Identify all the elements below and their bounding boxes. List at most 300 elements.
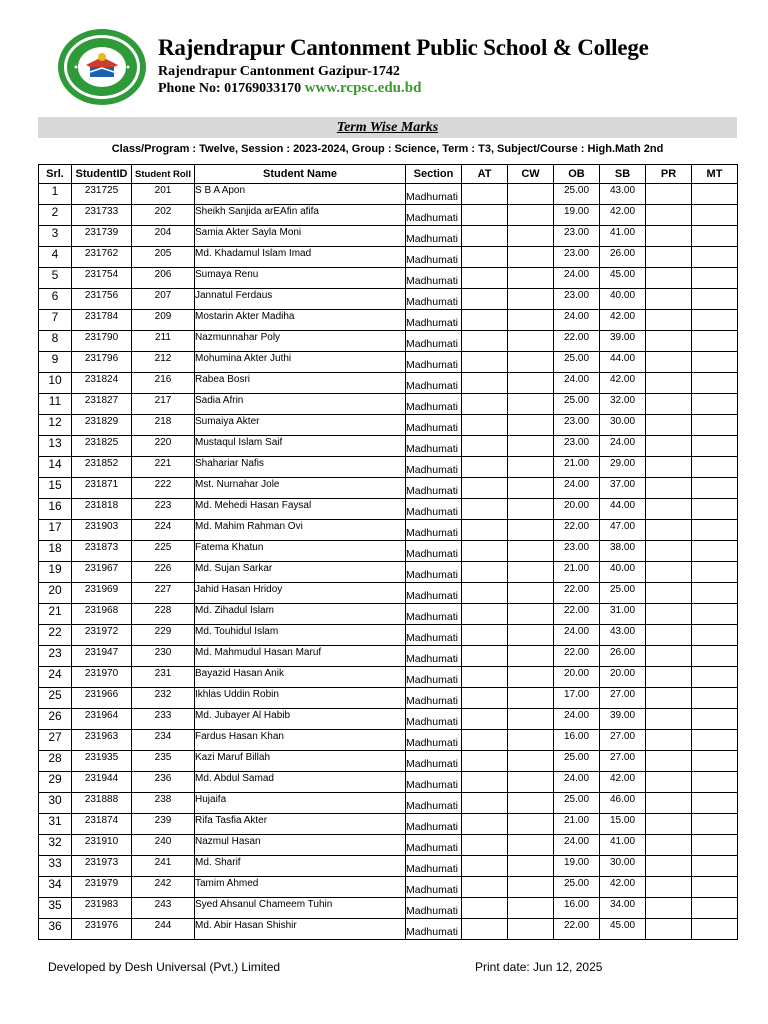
pr-cell <box>646 499 692 520</box>
cw-cell <box>508 310 554 331</box>
table-row <box>39 919 738 940</box>
student-roll-cell: 239 <box>132 814 195 835</box>
student-roll-cell: 204 <box>132 226 195 247</box>
at-cell <box>462 562 508 583</box>
cw-cell <box>508 667 554 688</box>
student-name-cell: Md. Touhidul Islam <box>195 625 406 646</box>
sb-cell: 42.00 <box>600 310 646 331</box>
cw-cell <box>508 184 554 205</box>
section-cell: Madhumati <box>406 499 462 520</box>
mt-cell <box>692 331 738 352</box>
table-row <box>39 373 738 394</box>
mt-cell <box>692 478 738 499</box>
at-cell <box>462 247 508 268</box>
section-cell: Madhumati <box>406 604 462 625</box>
table-row <box>39 562 738 583</box>
sb-cell: 40.00 <box>600 562 646 583</box>
at-cell <box>462 877 508 898</box>
table-row <box>39 520 738 541</box>
at-cell <box>462 751 508 772</box>
ob-cell: 25.00 <box>554 394 600 415</box>
pr-cell <box>646 562 692 583</box>
srl-cell: 27 <box>39 730 72 751</box>
ob-cell: 23.00 <box>554 247 600 268</box>
sb-cell: 24.00 <box>600 436 646 457</box>
marks-table <box>38 164 738 940</box>
table-header-row <box>39 165 738 184</box>
student-roll-cell: 242 <box>132 877 195 898</box>
section-cell: Madhumati <box>406 835 462 856</box>
website-link[interactable]: www.rcpsc.edu.bd <box>304 80 422 96</box>
section-cell: Madhumati <box>406 583 462 604</box>
contact-line <box>158 80 421 97</box>
table-row <box>39 310 738 331</box>
student-id-cell: 231852 <box>72 457 132 478</box>
ob-cell: 24.00 <box>554 478 600 499</box>
mt-cell <box>692 898 738 919</box>
pr-cell <box>646 520 692 541</box>
ob-cell: 24.00 <box>554 709 600 730</box>
ob-cell: 25.00 <box>554 184 600 205</box>
table-row <box>39 457 738 478</box>
student-name-cell: Mostarin Akter Madiha <box>195 310 406 331</box>
srl-cell: 21 <box>39 604 72 625</box>
pr-cell <box>646 478 692 499</box>
section-cell: Madhumati <box>406 457 462 478</box>
cw-cell <box>508 688 554 709</box>
ob-cell: 21.00 <box>554 814 600 835</box>
ob-cell: 20.00 <box>554 499 600 520</box>
cw-cell <box>508 625 554 646</box>
mt-cell <box>692 793 738 814</box>
student-name-cell: Samia Akter Sayla Moni <box>195 226 406 247</box>
ob-cell: 19.00 <box>554 856 600 877</box>
student-id-cell: 231910 <box>72 835 132 856</box>
student-id-cell: 231733 <box>72 205 132 226</box>
mt-cell <box>692 289 738 310</box>
mt-cell <box>692 730 738 751</box>
cw-cell <box>508 604 554 625</box>
table-row <box>39 394 738 415</box>
table-row <box>39 688 738 709</box>
srl-cell: 1 <box>39 184 72 205</box>
student-roll-cell: 216 <box>132 373 195 394</box>
cw-cell <box>508 226 554 247</box>
student-name-cell: Fatema Khatun <box>195 541 406 562</box>
student-id-cell: 231824 <box>72 373 132 394</box>
student-roll-cell: 224 <box>132 520 195 541</box>
srl-cell: 30 <box>39 793 72 814</box>
mt-cell <box>692 415 738 436</box>
header-sb: SB <box>600 165 646 184</box>
table-row <box>39 856 738 877</box>
cw-cell <box>508 730 554 751</box>
at-cell <box>462 289 508 310</box>
srl-cell: 18 <box>39 541 72 562</box>
phone-number: Phone No: 01769033170 <box>158 81 302 96</box>
header-ob: OB <box>554 165 600 184</box>
ob-cell: 23.00 <box>554 226 600 247</box>
pr-cell <box>646 835 692 856</box>
sb-cell: 27.00 <box>600 688 646 709</box>
cw-cell <box>508 268 554 289</box>
student-name-cell: Bayazid Hasan Anik <box>195 667 406 688</box>
student-roll-cell: 228 <box>132 604 195 625</box>
pr-cell <box>646 541 692 562</box>
srl-cell: 24 <box>39 667 72 688</box>
student-roll-cell: 238 <box>132 793 195 814</box>
mt-cell <box>692 310 738 331</box>
srl-cell: 7 <box>39 310 72 331</box>
student-id-cell: 231829 <box>72 415 132 436</box>
table-row <box>39 730 738 751</box>
student-name-cell: Jannatul Ferdaus <box>195 289 406 310</box>
ob-cell: 24.00 <box>554 373 600 394</box>
ob-cell: 21.00 <box>554 457 600 478</box>
cw-cell <box>508 352 554 373</box>
student-id-cell: 231903 <box>72 520 132 541</box>
srl-cell: 25 <box>39 688 72 709</box>
mt-cell <box>692 604 738 625</box>
table-row <box>39 436 738 457</box>
table-row <box>39 583 738 604</box>
sb-cell: 43.00 <box>600 625 646 646</box>
at-cell <box>462 478 508 499</box>
student-roll-cell: 223 <box>132 499 195 520</box>
mt-cell <box>692 667 738 688</box>
student-name-cell: Ikhlas Uddin Robin <box>195 688 406 709</box>
table-body <box>39 184 738 940</box>
student-roll-cell: 229 <box>132 625 195 646</box>
student-roll-cell: 227 <box>132 583 195 604</box>
at-cell <box>462 814 508 835</box>
at-cell <box>462 310 508 331</box>
at-cell <box>462 205 508 226</box>
section-cell: Madhumati <box>406 793 462 814</box>
at-cell <box>462 646 508 667</box>
cw-cell <box>508 814 554 835</box>
table-row <box>39 877 738 898</box>
school-address: Rajendrapur Cantonment Gazipur-1742 <box>158 64 400 79</box>
student-name-cell: Md. Abir Hasan Shishir <box>195 919 406 940</box>
developer-credit: Developed by Desh Universal (Pvt.) Limited <box>48 960 281 974</box>
srl-cell: 28 <box>39 751 72 772</box>
ob-cell: 22.00 <box>554 604 600 625</box>
section-cell: Madhumati <box>406 394 462 415</box>
at-cell <box>462 793 508 814</box>
mt-cell <box>692 352 738 373</box>
mt-cell <box>692 856 738 877</box>
mt-cell <box>692 394 738 415</box>
pr-cell <box>646 751 692 772</box>
cw-cell <box>508 856 554 877</box>
student-name-cell: Rabea Bosri <box>195 373 406 394</box>
header-student-roll: Student Roll <box>132 165 195 184</box>
srl-cell: 20 <box>39 583 72 604</box>
srl-cell: 11 <box>39 394 72 415</box>
section-cell: Madhumati <box>406 268 462 289</box>
student-id-cell: 231972 <box>72 625 132 646</box>
mt-cell <box>692 583 738 604</box>
section-cell: Madhumati <box>406 730 462 751</box>
sb-cell: 42.00 <box>600 877 646 898</box>
student-name-cell: Md. Abdul Samad <box>195 772 406 793</box>
at-cell <box>462 583 508 604</box>
pr-cell <box>646 352 692 373</box>
section-cell: Madhumati <box>406 562 462 583</box>
student-name-cell: Kazi Maruf Billah <box>195 751 406 772</box>
student-roll-cell: 201 <box>132 184 195 205</box>
ob-cell: 25.00 <box>554 352 600 373</box>
section-cell: Madhumati <box>406 541 462 562</box>
pr-cell <box>646 709 692 730</box>
table-row <box>39 772 738 793</box>
ob-cell: 16.00 <box>554 730 600 751</box>
mt-cell <box>692 247 738 268</box>
cw-cell <box>508 205 554 226</box>
mt-cell <box>692 373 738 394</box>
section-cell: Madhumati <box>406 373 462 394</box>
header-cw: CW <box>508 165 554 184</box>
student-name-cell: Shahariar Nafis <box>195 457 406 478</box>
student-id-cell: 231976 <box>72 919 132 940</box>
table-row <box>39 541 738 562</box>
table-row <box>39 205 738 226</box>
srl-cell: 14 <box>39 457 72 478</box>
student-roll-cell: 207 <box>132 289 195 310</box>
table-row <box>39 415 738 436</box>
student-id-cell: 231756 <box>72 289 132 310</box>
header-section: Section <box>406 165 462 184</box>
student-name-cell: Tamim Ahmed <box>195 877 406 898</box>
cw-cell <box>508 541 554 562</box>
student-id-cell: 231964 <box>72 709 132 730</box>
student-name-cell: Md. Zihadul Islam <box>195 604 406 625</box>
at-cell <box>462 604 508 625</box>
section-cell: Madhumati <box>406 751 462 772</box>
table-row <box>39 331 738 352</box>
at-cell <box>462 352 508 373</box>
student-id-cell: 231963 <box>72 730 132 751</box>
student-name-cell: Md. Jubayer Al Habib <box>195 709 406 730</box>
section-cell: Madhumati <box>406 814 462 835</box>
table-row <box>39 604 738 625</box>
student-name-cell: Md. Mahmudul Hasan Maruf <box>195 646 406 667</box>
ob-cell: 21.00 <box>554 562 600 583</box>
cw-cell <box>508 373 554 394</box>
sb-cell: 44.00 <box>600 499 646 520</box>
student-roll-cell: 220 <box>132 436 195 457</box>
student-id-cell: 231739 <box>72 226 132 247</box>
pr-cell <box>646 772 692 793</box>
student-roll-cell: 232 <box>132 688 195 709</box>
ob-cell: 23.00 <box>554 436 600 457</box>
cw-cell <box>508 457 554 478</box>
table-row <box>39 352 738 373</box>
student-id-cell: 231874 <box>72 814 132 835</box>
table-row <box>39 709 738 730</box>
student-name-cell: Syed Ahsanul Chameem Tuhin <box>195 898 406 919</box>
sb-cell: 41.00 <box>600 226 646 247</box>
section-cell: Madhumati <box>406 709 462 730</box>
student-name-cell: S B A Apon <box>195 184 406 205</box>
cw-cell <box>508 247 554 268</box>
section-cell: Madhumati <box>406 352 462 373</box>
student-roll-cell: 202 <box>132 205 195 226</box>
student-roll-cell: 218 <box>132 415 195 436</box>
section-cell: Madhumati <box>406 226 462 247</box>
srl-cell: 23 <box>39 646 72 667</box>
section-cell: Madhumati <box>406 436 462 457</box>
ob-cell: 25.00 <box>554 793 600 814</box>
cw-cell <box>508 415 554 436</box>
cw-cell <box>508 583 554 604</box>
at-cell <box>462 625 508 646</box>
student-roll-cell: 230 <box>132 646 195 667</box>
sb-cell: 45.00 <box>600 268 646 289</box>
student-roll-cell: 205 <box>132 247 195 268</box>
srl-cell: 10 <box>39 373 72 394</box>
table-row <box>39 667 738 688</box>
cw-cell <box>508 772 554 793</box>
pr-cell <box>646 457 692 478</box>
mt-cell <box>692 499 738 520</box>
pr-cell <box>646 331 692 352</box>
mt-cell <box>692 562 738 583</box>
ob-cell: 22.00 <box>554 646 600 667</box>
sb-cell: 41.00 <box>600 835 646 856</box>
pr-cell <box>646 205 692 226</box>
srl-cell: 5 <box>39 268 72 289</box>
cw-cell <box>508 331 554 352</box>
header-srl: Srl. <box>39 165 72 184</box>
ob-cell: 22.00 <box>554 583 600 604</box>
srl-cell: 31 <box>39 814 72 835</box>
sb-cell: 42.00 <box>600 205 646 226</box>
section-cell: Madhumati <box>406 205 462 226</box>
student-roll-cell: 206 <box>132 268 195 289</box>
student-name-cell: Sadia Afrin <box>195 394 406 415</box>
sb-cell: 37.00 <box>600 478 646 499</box>
student-id-cell: 231754 <box>72 268 132 289</box>
pr-cell <box>646 226 692 247</box>
mt-cell <box>692 919 738 940</box>
cw-cell <box>508 394 554 415</box>
srl-cell: 3 <box>39 226 72 247</box>
srl-cell: 32 <box>39 835 72 856</box>
table-row <box>39 751 738 772</box>
mt-cell <box>692 709 738 730</box>
pr-cell <box>646 793 692 814</box>
student-id-cell: 231871 <box>72 478 132 499</box>
student-roll-cell: 234 <box>132 730 195 751</box>
header-mt: MT <box>692 165 738 184</box>
section-cell: Madhumati <box>406 625 462 646</box>
table-row <box>39 814 738 835</box>
student-id-cell: 231818 <box>72 499 132 520</box>
student-id-cell: 231827 <box>72 394 132 415</box>
section-cell: Madhumati <box>406 646 462 667</box>
mt-cell <box>692 814 738 835</box>
student-roll-cell: 233 <box>132 709 195 730</box>
ob-cell: 19.00 <box>554 205 600 226</box>
srl-cell: 15 <box>39 478 72 499</box>
ob-cell: 24.00 <box>554 268 600 289</box>
at-cell <box>462 457 508 478</box>
pr-cell <box>646 625 692 646</box>
table-row <box>39 793 738 814</box>
header-pr: PR <box>646 165 692 184</box>
table-row <box>39 625 738 646</box>
student-roll-cell: 221 <box>132 457 195 478</box>
sb-cell: 34.00 <box>600 898 646 919</box>
pr-cell <box>646 856 692 877</box>
pr-cell <box>646 268 692 289</box>
pr-cell <box>646 373 692 394</box>
sb-cell: 44.00 <box>600 352 646 373</box>
student-id-cell: 231983 <box>72 898 132 919</box>
at-cell <box>462 268 508 289</box>
cw-cell <box>508 289 554 310</box>
student-id-cell: 231969 <box>72 583 132 604</box>
sb-cell: 27.00 <box>600 730 646 751</box>
student-id-cell: 231968 <box>72 604 132 625</box>
student-name-cell: Nazmul Hasan <box>195 835 406 856</box>
sb-cell: 38.00 <box>600 541 646 562</box>
at-cell <box>462 373 508 394</box>
table-row <box>39 478 738 499</box>
student-name-cell: Mustaqul Islam Saif <box>195 436 406 457</box>
mt-cell <box>692 268 738 289</box>
mt-cell <box>692 457 738 478</box>
table-row <box>39 226 738 247</box>
student-id-cell: 231979 <box>72 877 132 898</box>
pr-cell <box>646 247 692 268</box>
at-cell <box>462 415 508 436</box>
student-roll-cell: 217 <box>132 394 195 415</box>
pr-cell <box>646 394 692 415</box>
at-cell <box>462 520 508 541</box>
table-row <box>39 289 738 310</box>
ob-cell: 22.00 <box>554 520 600 541</box>
section-cell: Madhumati <box>406 688 462 709</box>
at-cell <box>462 856 508 877</box>
student-id-cell: 231944 <box>72 772 132 793</box>
student-id-cell: 231790 <box>72 331 132 352</box>
student-name-cell: Rifa Tasfia Akter <box>195 814 406 835</box>
section-cell: Madhumati <box>406 478 462 499</box>
sb-cell: 46.00 <box>600 793 646 814</box>
student-id-cell: 231825 <box>72 436 132 457</box>
srl-cell: 35 <box>39 898 72 919</box>
section-cell: Madhumati <box>406 247 462 268</box>
section-cell: Madhumati <box>406 667 462 688</box>
sb-cell: 39.00 <box>600 709 646 730</box>
student-name-cell: Sheikh Sanjida arEAfin afifa <box>195 205 406 226</box>
cw-cell <box>508 877 554 898</box>
ob-cell: 24.00 <box>554 835 600 856</box>
mt-cell <box>692 184 738 205</box>
student-roll-cell: 231 <box>132 667 195 688</box>
mt-cell <box>692 646 738 667</box>
student-roll-cell: 241 <box>132 856 195 877</box>
sb-cell: 39.00 <box>600 331 646 352</box>
sb-cell: 26.00 <box>600 646 646 667</box>
school-name: Rajendrapur Cantonment Public School & College <box>158 35 649 60</box>
mt-cell <box>692 541 738 562</box>
sb-cell: 42.00 <box>600 772 646 793</box>
table-row <box>39 268 738 289</box>
